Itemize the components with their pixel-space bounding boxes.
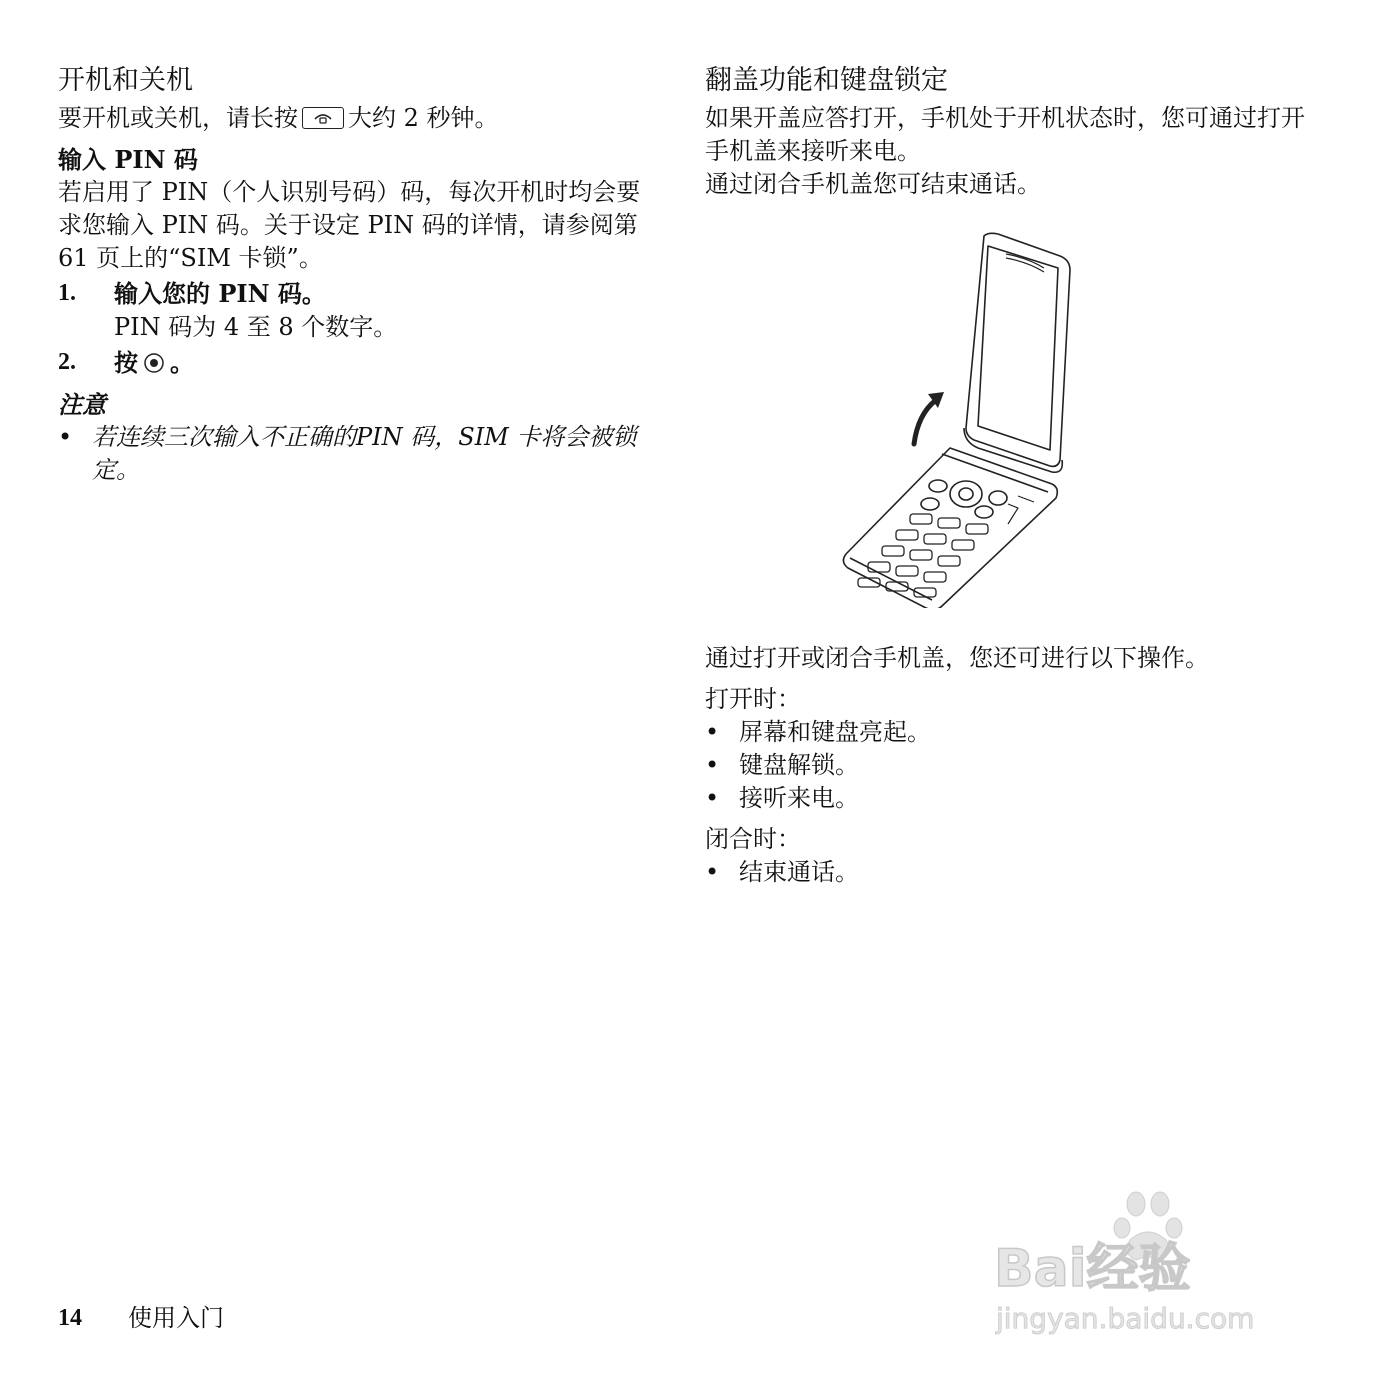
open-heading: 打开时： xyxy=(705,685,801,713)
left-column xyxy=(58,62,658,487)
right-column xyxy=(705,62,1305,201)
note-list xyxy=(58,421,658,487)
flip-paragraph-2: 通过闭合手机盖您可结束通话。 xyxy=(705,170,1041,198)
watermark-url-text: jingyan.baidu.com xyxy=(996,1302,1255,1335)
note-title: 注意 xyxy=(58,390,106,419)
pin-paragraph: 若启用了 PIN（个人识别号码）码，每次开机时均会要求您输入 PIN 码。关于设定 PIN 码的详情，请参阅第 61 页上的“SIM 卡锁”。 xyxy=(58,178,641,272)
step-text-before: 按 xyxy=(114,348,138,377)
step-number: 1. xyxy=(58,280,76,306)
right-column-lower xyxy=(705,642,1305,889)
step-number: 2. xyxy=(58,349,76,375)
power-text-after: 大约 2 秒钟。 xyxy=(348,104,499,132)
open-item: • 屏幕和键盘亮起。 xyxy=(705,716,1305,749)
center-select-key-icon xyxy=(142,351,166,384)
open-list xyxy=(705,716,1305,815)
power-text-before: 要开机或关机，请长按 xyxy=(58,104,298,132)
step-text-after: 。 xyxy=(170,348,194,377)
power-heading: 开机和关机 xyxy=(58,65,193,96)
close-item: • 结束通话。 xyxy=(705,856,1305,889)
close-heading: 闭合时： xyxy=(705,825,801,853)
flip-phone-illustration xyxy=(838,228,1108,608)
open-item: • 键盘解锁。 xyxy=(705,749,1305,782)
open-item: • 接听来电。 xyxy=(705,782,1305,815)
section-name: 使用入门 xyxy=(128,1304,224,1332)
flip-paragraph-1: 如果开盖应答打开，手机处于开机状态时，您可通过打开手机盖来接听来电。 xyxy=(705,104,1305,165)
note-item: • 若连续三次输入不正确的PIN 码，SIM 卡将会被锁定。 xyxy=(58,421,658,487)
flip-heading: 翻盖功能和键盘锁定 xyxy=(705,65,948,96)
ops-paragraph: 通过打开或闭合手机盖，您还可进行以下操作。 xyxy=(705,644,1209,672)
pin-heading: 输入 PIN 码 xyxy=(58,145,198,174)
baidu-watermark-logo xyxy=(988,1188,1318,1338)
power-paragraph xyxy=(58,102,658,135)
end-call-key-icon xyxy=(302,107,344,129)
step-2 xyxy=(58,346,658,384)
step-1 xyxy=(58,277,658,311)
page-number: 14 xyxy=(58,1305,82,1331)
step-1-detail: PIN 码为 4 至 8 个数字。 xyxy=(114,313,398,341)
step-text: 输入您的 PIN 码。 xyxy=(114,279,326,308)
page-footer xyxy=(58,1302,224,1335)
watermark-brand-text: Bai经验 xyxy=(994,1239,1191,1299)
close-list xyxy=(705,856,1305,889)
